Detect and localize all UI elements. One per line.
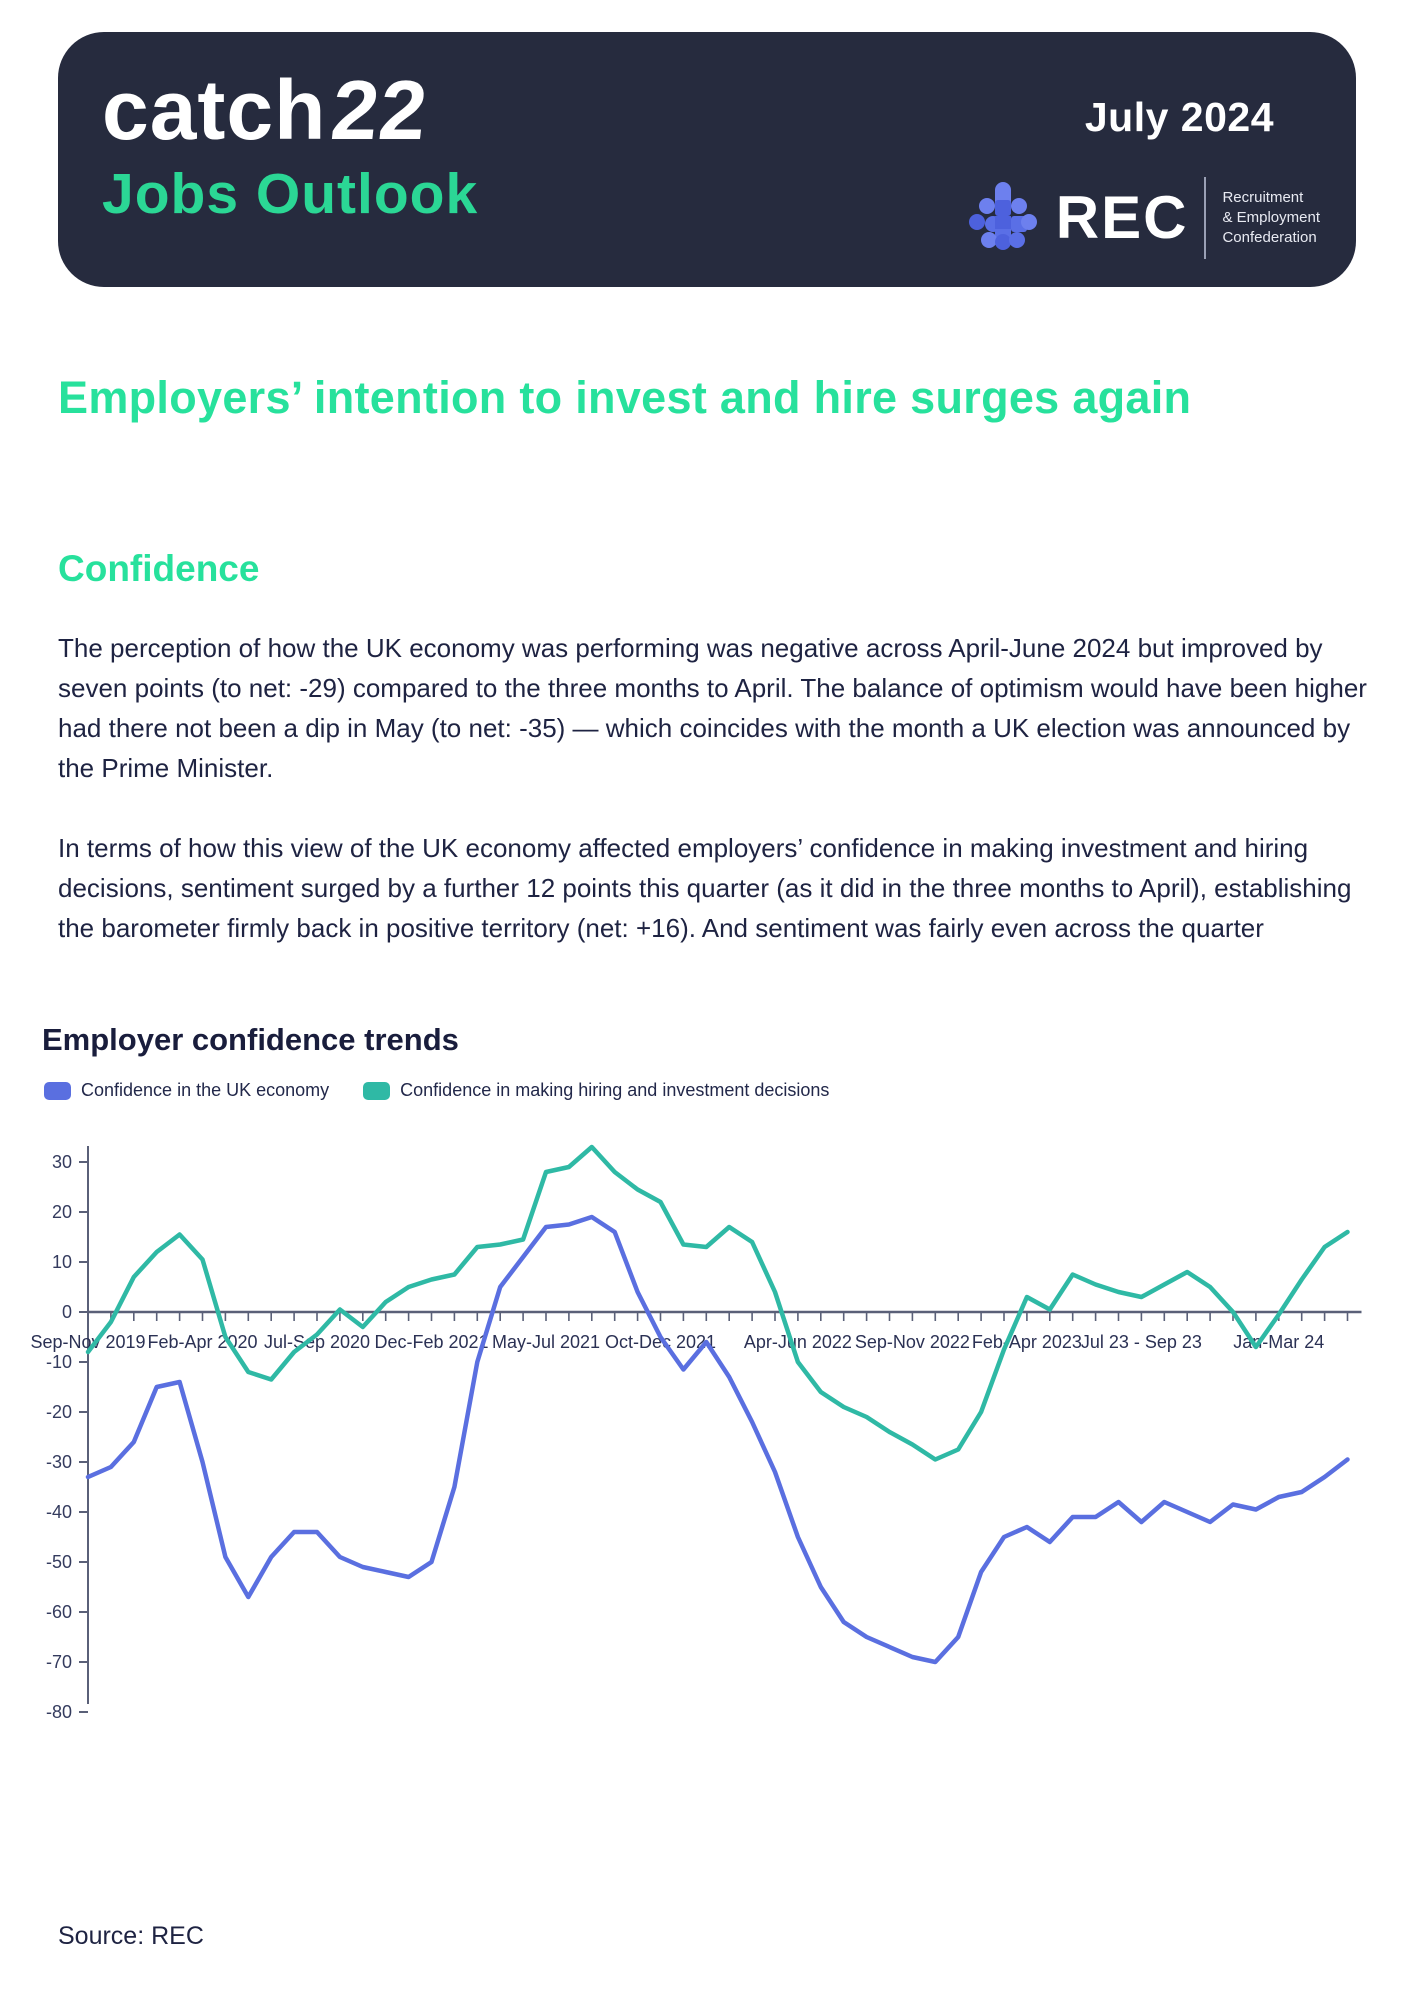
catch22-logo <box>102 63 479 226</box>
svg-text:20: 20 <box>51 1202 72 1222</box>
svg-text:-60: -60 <box>45 1602 72 1622</box>
chart-title: Employer confidence trends <box>42 1022 459 1057</box>
svg-text:-20: -20 <box>45 1402 72 1422</box>
jobs-outlook-label: Jobs Outlook <box>102 162 479 226</box>
svg-text:-30: -30 <box>45 1452 72 1472</box>
svg-text:Dec-Feb 2021: Dec-Feb 2021 <box>374 1332 489 1352</box>
confidence-trends-chart <box>30 1130 1414 1750</box>
catch22-logo-catch: catch <box>102 63 327 157</box>
rec-tagline: Recruitment & Employment Confederation <box>1222 189 1320 246</box>
source-note: Source: REC <box>58 1922 204 1950</box>
svg-text:Sep-Nov 2019: Sep-Nov 2019 <box>30 1332 146 1352</box>
confidence-paragraph-1: The perception of how the UK economy was performing was negative across April-June 2024 but improved by seven points (to net: -29) compared to the three months to April. The balance of optimism would have been higher had there not been a dip in May (to net: -35) — which coincides with the month a UK election was announced by the Prime Minister. <box>58 633 1367 783</box>
svg-text:May-Jul 2021: May-Jul 2021 <box>491 1332 601 1352</box>
confidence-paragraph-2: In terms of how this view of the UK economy affected employers’ confidence in making investment and hiring decisions, sentiment surged by a further 12 points this quarter (as it did in the three months to April), establishing the barometer firmly back in positive territory (net: +16). And sentiment was fairly even across the quarter <box>58 833 1352 943</box>
catch22-logo-text <box>102 63 478 157</box>
svg-text:-50: -50 <box>45 1552 72 1572</box>
rec-divider <box>1204 177 1206 259</box>
svg-text:Sep-Nov 2022: Sep-Nov 2022 <box>854 1332 970 1352</box>
issue-date: July 2024 <box>1084 94 1274 140</box>
legend-item-hiring <box>363 1080 829 1101</box>
legend-label-economy: Confidence in the UK economy <box>81 1080 330 1100</box>
section-title-confidence: Confidence <box>58 548 260 589</box>
svg-text:Feb-Apr 2023: Feb-Apr 2023 <box>971 1332 1082 1352</box>
svg-text:Jul-Sep 2020: Jul-Sep 2020 <box>263 1332 371 1352</box>
catch22-logo-22: 22 <box>327 63 433 157</box>
rec-cluster-icon <box>966 179 1040 258</box>
svg-text:Jan-Mar 24: Jan-Mar 24 <box>1233 1332 1325 1352</box>
svg-text:Oct-Dec 2021: Oct-Dec 2021 <box>604 1332 717 1352</box>
rec-wordmark: REC <box>1055 184 1189 251</box>
svg-text:30: 30 <box>51 1152 72 1172</box>
rec-logo-lockup <box>966 177 1320 259</box>
page-title: Employers’ intention to invest and hire surges again <box>58 372 1192 423</box>
legend-swatch-blue <box>44 1082 71 1100</box>
legend-label-hiring: Confidence in making hiring and investment decisions <box>400 1080 830 1100</box>
legend-item-economy <box>44 1080 329 1101</box>
svg-text:10: 10 <box>51 1252 72 1272</box>
svg-text:Feb-Apr 2020: Feb-Apr 2020 <box>147 1332 258 1352</box>
svg-text:-40: -40 <box>45 1502 72 1522</box>
svg-text:Apr-Jun 2022: Apr-Jun 2022 <box>743 1332 852 1352</box>
legend-swatch-teal <box>363 1082 390 1100</box>
svg-text:-70: -70 <box>45 1652 72 1672</box>
svg-text:-80: -80 <box>45 1702 72 1722</box>
chart-legend <box>44 1080 829 1101</box>
svg-text:Jul 23 - Sep 23: Jul 23 - Sep 23 <box>1080 1332 1202 1352</box>
svg-text:0: 0 <box>61 1302 72 1322</box>
header-banner <box>58 32 1356 287</box>
svg-text:-10: -10 <box>45 1352 72 1372</box>
